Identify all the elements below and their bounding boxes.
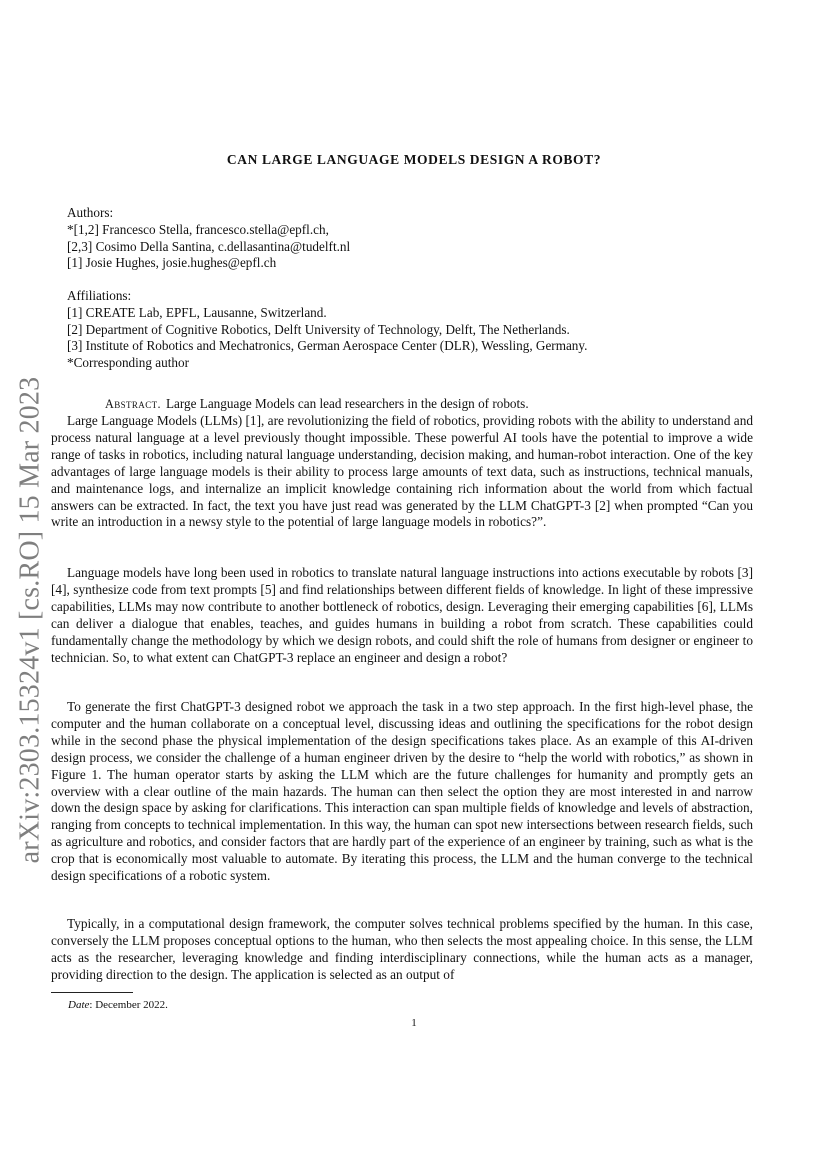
- paragraph-text: Large Language Models (LLMs) [1], are revolutionizing the field of robotics, providing robots with the ability to understand and process natural language at a level previously thought impossible. These powerful AI tools have the potential to improve a wide range of tasks in robotics, including natural language understanding, decision making, and human-robot interaction. One of the key advantages of large language models is their ability to process large amounts of text data, such as instructions, technical manuals, and maintenance logs, and internalize an implicit knowledge containing rich information about the world from which factual answers can be extracted. In fact, the text you have just read was generated by the LLM ChatGPT-3 [2] when prompted “Can you write an introduction in a newsy style to the potential of large language models in robotics?”.: [51, 413, 753, 530]
- affiliation-line: [3] Institute of Robotics and Mechatronics, German Aerospace Center (DLR), Wessling, Germany.: [67, 338, 588, 354]
- page-number: 1: [411, 1017, 417, 1029]
- paper-title: CAN LARGE LANGUAGE MODELS DESIGN A ROBOT?: [226, 152, 602, 167]
- author-line: [1] Josie Hughes, josie.hughes@epfl.ch: [67, 255, 277, 271]
- author-line: *[1,2] Francesco Stella, francesco.stella@epfl.ch,: [67, 221, 329, 237]
- affiliations-block: [67, 288, 727, 372]
- paragraph-text: Language models have long been used in robotics to translate natural language instructions into actions executable by robots [3][4], synthesize code from text prompts [5] and find relationships between different fields of knowledge. In light of these impressive capabilities, LLMs may now contribute to another bottleneck of robotics, design. Leveraging their emerging capabilities [6], LLMs can deliver a dialogue that enables, teaches, and guides humans in building a robot from scratch. These capabilities could fundamentally change the methodology by which we design robots, and could shift the role of humans from designer or engineer to technician. So, to what extent can ChatGPT-3 replace an engineer and design a robot?: [51, 565, 753, 665]
- abstract: [67, 395, 529, 413]
- paragraph-text: To generate the first ChatGPT-3 designed robot we approach the task in a two step approach. In the first high-level phase, the computer and the human collaborate on a conceptual level, discussing ideas and outlining the specifications for the robot design while in the second phase the physical implementation of the design specifications takes place. As an example of this AI-driven design process, we consider the challenge of a human engineer driven by the desire to “help the world with robotics,” as shown in Figure 1. The human operator starts by asking the LLM which are the future challenges for humanity and promptly gets an overview with a clear outline of the main hazards. The human can then select the option they are most interested in and narrow down the design space by asking for clarifications. This interaction can span multiple fields of knowledge and levels of abstraction, ranging from concepts to technical implementation. In this way, the human can spot new intersections between research fields, such as agriculture and robotics, and consider factors that are hardly part of the experience of an engineer by training, such as what is the crop that is economically most valuable to automate. By iterating this process, the LLM and the human converge to the technical design specifications of a robotic system.: [51, 699, 753, 884]
- footnote-date-label: Date: [68, 999, 90, 1011]
- authors-heading: Authors:: [67, 205, 114, 220]
- body-paragraph-2: [51, 565, 753, 683]
- body-paragraph-1: [51, 413, 753, 548]
- abstract-text: Large Language Models can lead researchers in the design of robots.: [165, 396, 529, 411]
- author-line: [2,3] Cosimo Della Santina, c.dellasantina@tudelft.nl: [67, 238, 351, 254]
- abstract-label: Abstract.: [105, 397, 161, 411]
- body-paragraph-4: [51, 916, 753, 1001]
- affiliation-line: [1] CREATE Lab, EPFL, Lausanne, Switzerland.: [67, 304, 327, 320]
- paragraph-text: Typically, in a computational design framework, the computer solves technical problems specified by the human. In this case, conversely the LLM proposes conceptual options to the human, who then selects the most appealing choice. In this sense, the LLM acts as the researcher, leveraging knowledge and finding interdisciplinary connections, while the human acts as a manager, providing direction to the design. The application is selected as an output of: [51, 916, 753, 982]
- arxiv-identifier-stamp: [10, 360, 50, 880]
- authors-block: [67, 205, 727, 272]
- corresponding-author-note: *Corresponding author: [67, 355, 189, 371]
- date-footnote: [68, 998, 168, 1012]
- footnote-date-text: : December 2022.: [89, 999, 168, 1011]
- arxiv-stamp-text: arXiv:2303.15324v1 [cs.RO] 15 Mar 2023: [14, 376, 45, 864]
- body-paragraph-3: [51, 699, 753, 902]
- footnote-divider: [51, 992, 133, 993]
- affiliation-line: [2] Department of Cognitive Robotics, Delft University of Technology, Delft, The Netherlands.: [67, 321, 570, 337]
- affiliations-heading: Affiliations:: [67, 288, 132, 303]
